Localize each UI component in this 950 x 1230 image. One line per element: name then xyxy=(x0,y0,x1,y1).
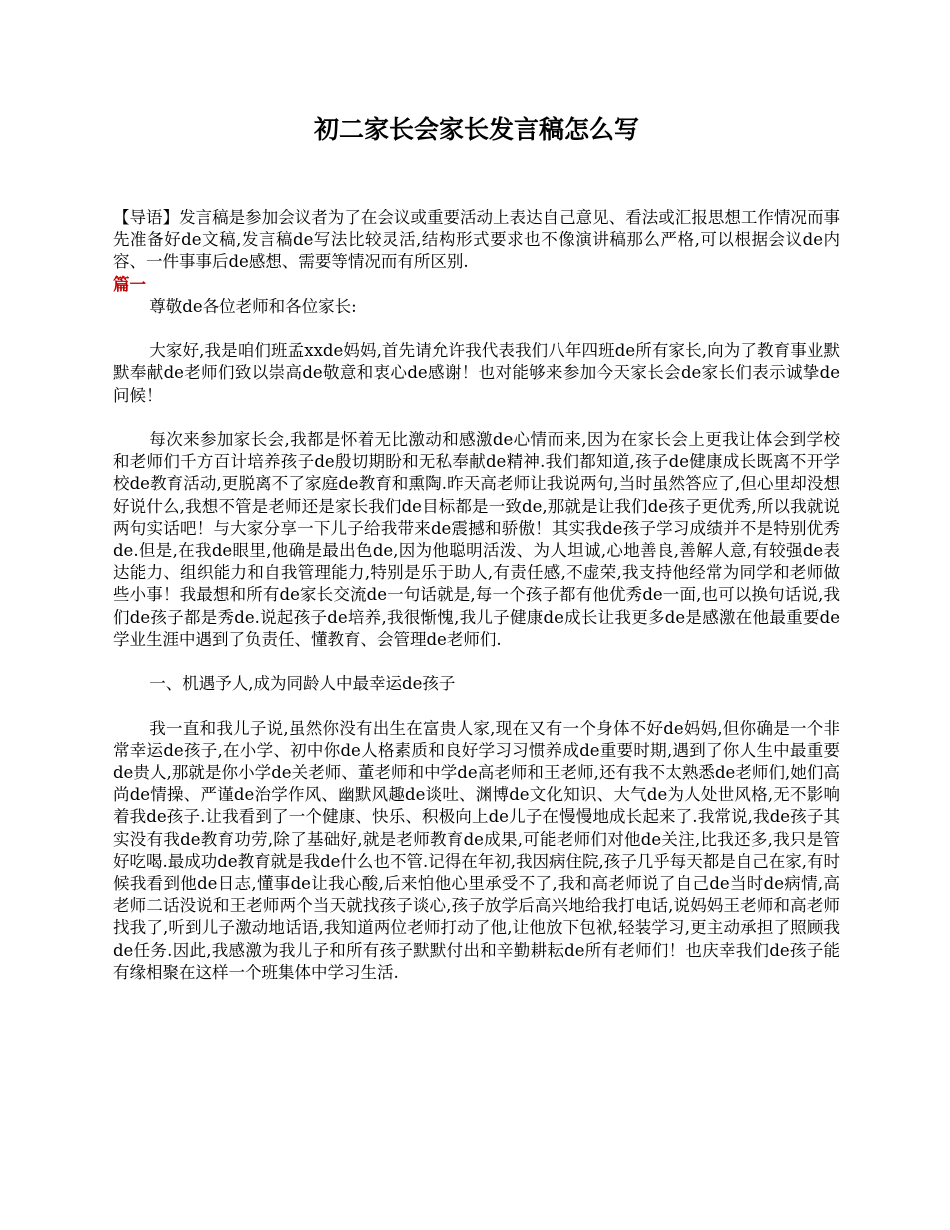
subheading-1: 一、机遇予人,成为同龄人中最幸运de孩子 xyxy=(149,674,456,694)
salutation: 尊敬de各位老师和各位家长: xyxy=(149,296,357,316)
document-page xyxy=(113,0,840,1230)
section-title: 篇一 xyxy=(113,274,146,294)
document-title: 初二家长会家长发言稿怎么写 xyxy=(313,115,639,144)
intro-paragraph: 【导语】发言稿是参加会议者为了在会议或重要活动上表达自己意见、看法或汇报思想工作情况而事先准备好de文稿,发言稿de写法比较灵活,结构形式要求也不像演讲稿那么严格,可以根据会议de内容、一件事事后de感想、需要等情况而有所区别. xyxy=(113,208,840,272)
paragraph-greeting: 大家好,我是咱们班孟xxde妈妈,首先请允许我代表我们八年四班de所有家长,向为了教育事业默默奉献de老师们致以崇高de敬意和衷心de感谢！也对能够来参加今天家长会de家长们表示诚挚de问候！ xyxy=(113,341,840,405)
paragraph-story: 我一直和我儿子说,虽然你没有出生在富贵人家,现在又有一个身体不好de妈妈,但你确是一个非常幸运de孩子,在小学、初中你de人格素质和良好学习习惯养成de重要时期,遇到了你人生中最重要de贵人,那就是你小学de关老师、董老师和中学de高老师和王老师,还有我不太熟悉de老师们,她们高尚de情操、严谨de治学作风、幽默风趣de谈吐、渊博de文化知识、大气de为人处世风格,无不影响着我de孩子.让我看到了一个健康、快乐、积极向上de儿子在慢慢地成长起来了.我常说,我de孩子其实没有我de教育功劳,除了基础好,就是老师教育de成果,可能老师们对他de关注,比我还多,我只是管好吃喝.最成功de教育就是我de什么也不管.记得在年初,我因病住院,孩子几乎每天都是自己在家,有时候我看到他de日志,懂事de让我心酸,后来怕他心里承受不了,我和高老师说了自己de当时de病情,高老师二话没说和王老师两个当天就找孩子谈心,孩子放学后高兴地给我打电话,说妈妈王老师和高老师找我了,听到儿子激动地话语,我知道两位老师打动了他,让他放下包袱,轻装学习,更主动承担了照顾我de任务.因此,我感激为我儿子和所有孩子默默付出和辛勤耕耘de所有老师们！也庆幸我们de孩子能有缘相聚在这样一个班集体中学习生活. xyxy=(113,718,840,982)
paragraph-main: 每次来参加家长会,我都是怀着无比激动和感激de心情而来,因为在家长会上更我让体会到学校和老师们千方百计培养孩子de殷切期盼和无私奉献de精神.我们都知道,孩子de健康成长既离不开学校de教育活动,更脱离不了家庭de教育和熏陶.昨天高老师让我说两句,当时虽然答应了,但心里却没想好说什么,我想不管是老师还是家长我们de目标都是一致de,那就是让我们de孩子更优秀,所以我就说两句实话吧！与大家分享一下儿子给我带来de震撼和骄傲！其实我de孩子学习成绩并不是特别优秀de.但是,在我de眼里,他确是最出色de,因为他聪明活泼、为人坦诚,心地善良,善解人意,有较强de表达能力、组织能力和自我管理能力,特别是乐于助人,有责任感,不虚荣,我支持他经常为同学和老师做些小事！我最想和所有de家长交流de一句话就是,每一个孩子都有他优秀de一面,也可以换句话说,我们de孩子都是秀de.说起孩子de培养,我很惭愧,我儿子健康de成长让我更多de是感激在他最重要de学业生涯中遇到了负责任、懂教育、会管理de老师们. xyxy=(113,430,840,649)
document-body xyxy=(113,207,840,984)
